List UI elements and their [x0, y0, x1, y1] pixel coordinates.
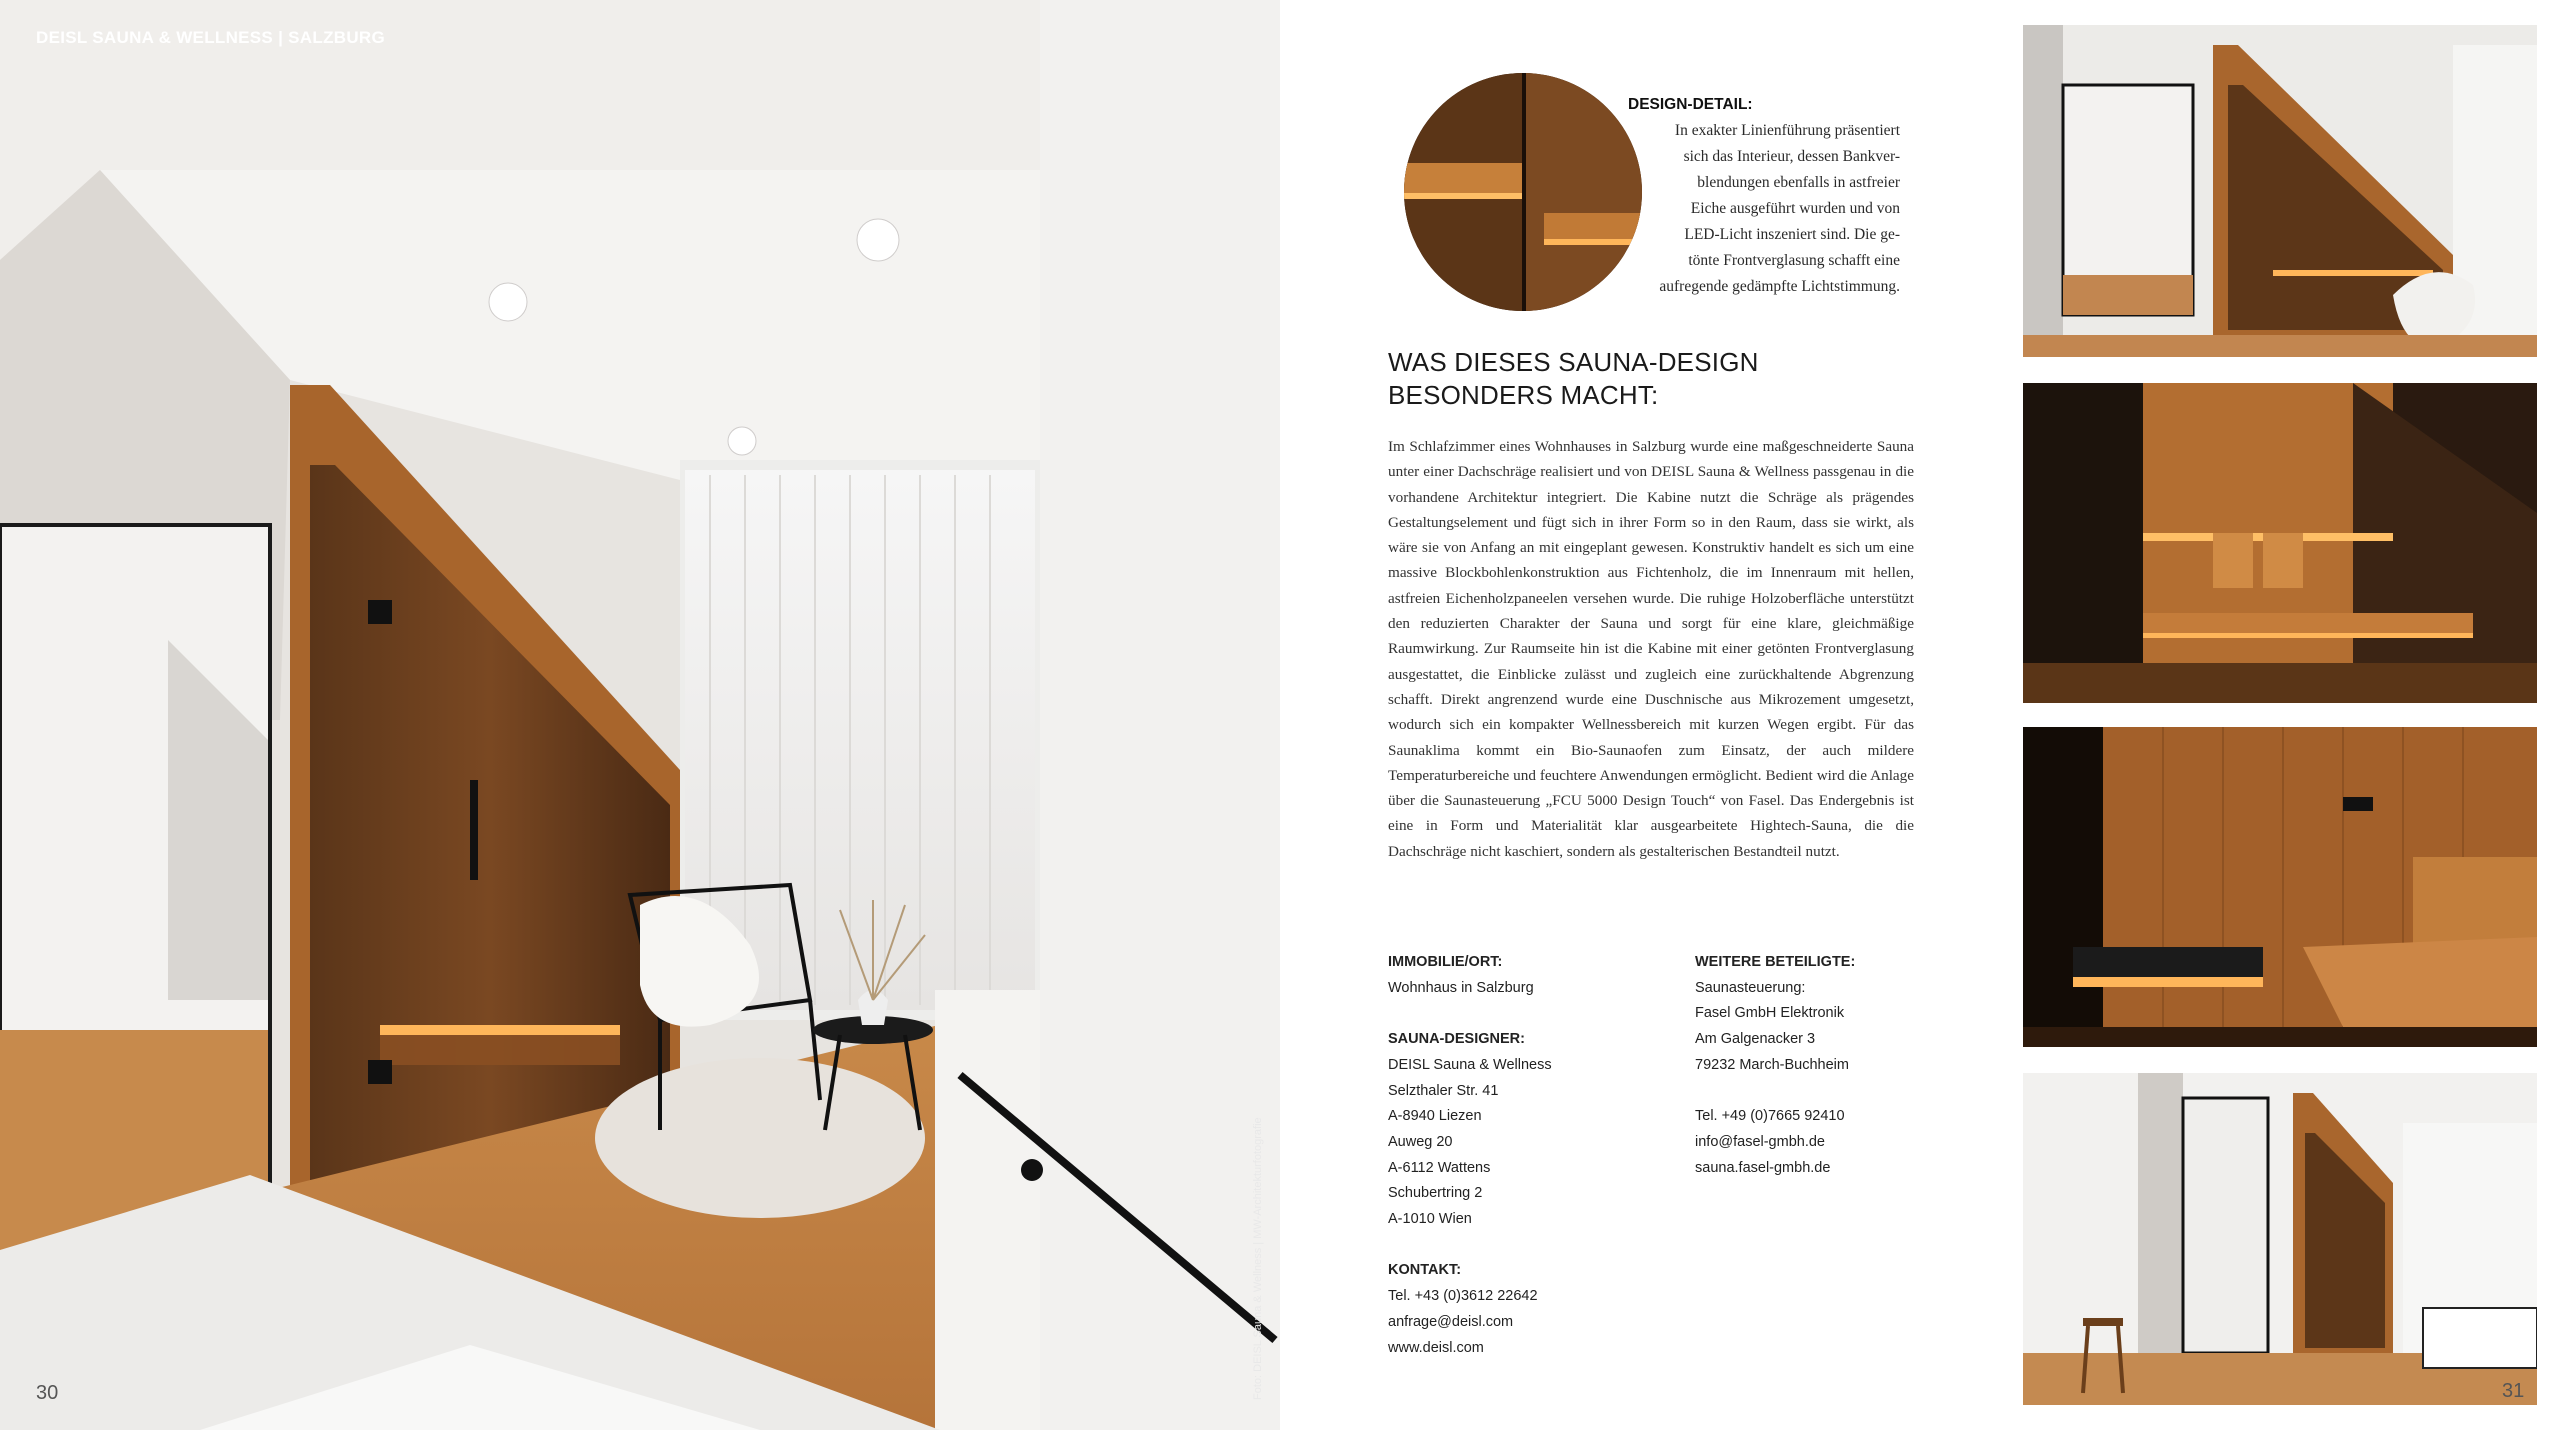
design-detail-line: aufregende gedämpfte Lichtstimmung. — [1659, 278, 1900, 295]
sauna-photo-1 — [2023, 25, 2537, 357]
sauna-designer-line: A-1010 Wien — [1388, 1211, 1472, 1228]
page-header: DEISL SAUNA & WELLNESS | SALZBURG — [36, 28, 386, 47]
article-title-line: WAS DIESES SAUNA-DESIGN — [1388, 347, 1759, 377]
sauna-photo-2 — [2023, 383, 2537, 703]
article-title — [1388, 346, 1759, 412]
sauna-designer-line: A-6112 Wattens — [1388, 1159, 1491, 1176]
weitere-line: Am Galgenacker 3 — [1695, 1031, 1816, 1048]
info-left-column — [1388, 950, 1668, 1361]
design-detail-line: In exakter Linienführung präsentiert — [1674, 122, 1900, 139]
design-detail-line: blendungen ebenfalls in astfreier — [1697, 174, 1900, 191]
weitere-heading: WEITERE BETEILIGTE: — [1695, 954, 1856, 970]
article-body: Im Schlafzimmer eines Wohnhauses in Salzburg wurde eine maßgeschneiderte Sauna unter einer Dachschräge realisiert und von DEISL Sauna & Wellness passgenau in die vorhandene Architektur integriert. Die Kabine nutzt die Schräge als prägendes Gestaltungselement und fügt sich in ihrer Form so in den Raum, dass sie wirkt, als wäre sie von Anfang an mit eingeplant gewesen. Konstruktiv handelt es sich um eine massive Blockbohlenkonstruktion aus Fichtenholz, die im Innenraum mit hellen, astfreien Eichenholzpaneelen versehen wurde. Die ruhige Holzoberfläche unterstützt den reduzierten Charakter der Sauna und sorgt für eine klare, gleichmäßige Raumwirkung. Zur Raumseite hin ist die Kabine mit einer getönten Frontverglasung ausgestattet, die Einblicke zulässt und zugleich eine zurückhaltende Abgrenzung schafft. Direkt angrenzend wurde eine Duschnische aus Mikrozement umgesetzt, wodurch sich ein kompakter Wellnessbereich mit kurzen Wegen ergibt. Für das Saunaklima kommt ein Bio-Saunaofen zum Einsatz, der auch mildere Temperaturbereiche und feuchtere Anwendungen ermöglicht. Bedient wird die Anlage über die Saunasteuerung „FCU 5000 Design Touch“ von Fasel. Das Endergebnis ist eine in Form und Materialität klar ausgearbeitete Hightech-Sauna, die die Dachschräge nicht kaschiert, sondern als gestalterischen Bestandteil nutzt. — [1388, 438, 1914, 860]
weitere-line: Saunasteuerung: — [1695, 979, 1806, 996]
design-detail-line: tönte Frontverglasung schafft eine — [1688, 252, 1900, 269]
page-number-right: 31 — [2502, 1380, 2525, 1402]
sauna-photo-3 — [2023, 727, 2537, 1047]
design-detail-photo — [1404, 73, 1642, 311]
weitere-website[interactable]: sauna.fasel-gmbh.de — [1695, 1159, 1831, 1176]
kontakt-phone: Tel. +43 (0)3612 22642 — [1388, 1288, 1538, 1305]
design-detail-text — [1620, 92, 1900, 300]
sauna-designer-line: Selzthaler Str. 41 — [1388, 1082, 1499, 1099]
photo-credit: Foto: DEISL Sauna & Wellness | MW-Architekturfotografie — [1252, 1117, 1264, 1400]
sauna-designer-line: DEISL Sauna & Wellness — [1388, 1056, 1552, 1073]
design-detail-line: LED-Licht inszeniert sind. Die ge- — [1684, 226, 1900, 243]
design-detail-line: Eiche ausgeführt wurden und von — [1690, 200, 1900, 217]
sauna-designer-heading: SAUNA-DESIGNER: — [1388, 1031, 1525, 1048]
kontakt-email[interactable]: anfrage@deisl.com — [1388, 1313, 1514, 1330]
article-title-line: BESONDERS MACHT: — [1388, 380, 1659, 410]
weitere-line: 79232 March-Buchheim — [1695, 1056, 1849, 1073]
sauna-designer-line: A-8940 Liezen — [1388, 1108, 1482, 1125]
kontakt-website[interactable]: www.deisl.com — [1388, 1339, 1484, 1356]
immobilie-value: Wohnhaus in Salzburg — [1388, 979, 1534, 996]
weitere-line: Fasel GmbH Elektronik — [1695, 1005, 1845, 1022]
page-number-left: 30 — [36, 1382, 59, 1404]
immobilie-heading: IMMOBILIE/ORT: — [1388, 954, 1503, 970]
info-right-column — [1695, 950, 1975, 1181]
weitere-phone: Tel. +49 (0)7665 92410 — [1695, 1108, 1845, 1125]
sauna-designer-line: Schubertring 2 — [1388, 1185, 1483, 1202]
sauna-photo-4 — [2023, 1073, 2537, 1405]
design-detail-heading: DESIGN-DETAIL: — [1628, 96, 1753, 113]
kontakt-heading: KONTAKT: — [1388, 1262, 1462, 1279]
sauna-designer-line: Auweg 20 — [1388, 1133, 1453, 1150]
design-detail-line: sich das Interieur, dessen Bankver- — [1683, 148, 1900, 165]
weitere-email[interactable]: info@fasel-gmbh.de — [1695, 1133, 1825, 1150]
